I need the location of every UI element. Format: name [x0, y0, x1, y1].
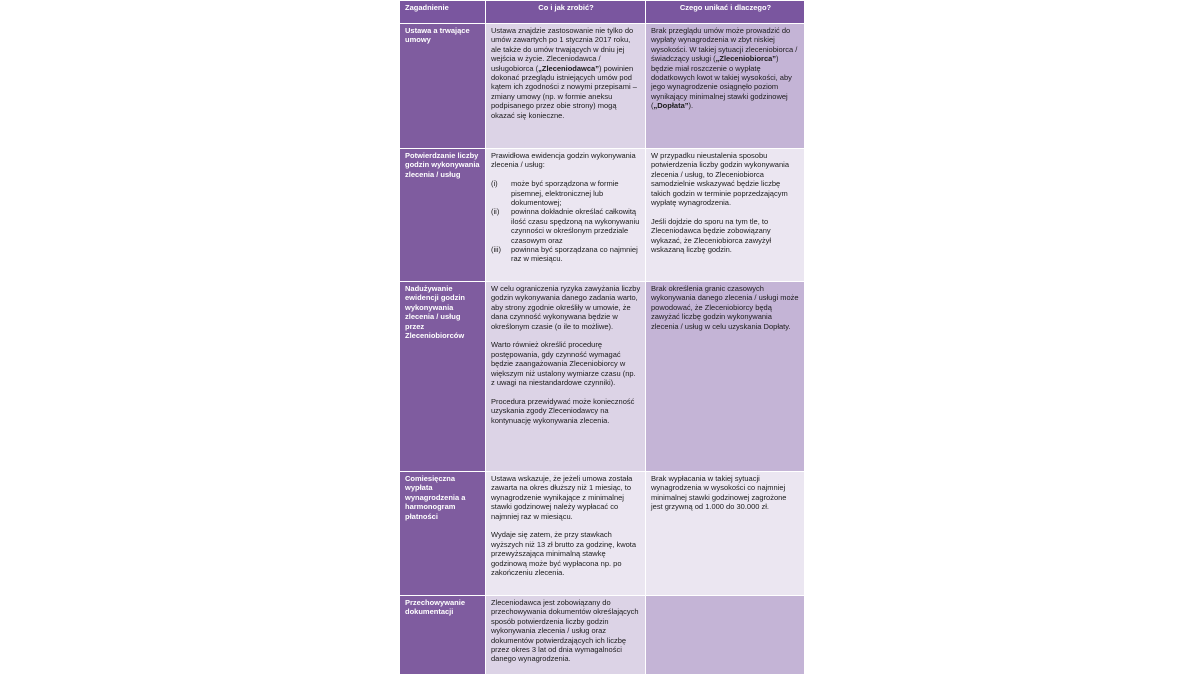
what-paragraph: W celu ograniczenia ryzyka zawyżania liczby godzin wykonywania danego zadania warto, aby strony zgodnie określiły w umowie, że dana czynność wykonywana będzie w określonym czasie (o ile to możliwe). [491, 284, 641, 331]
list-item [491, 179, 641, 207]
topic-cell: Nadużywanie ewidencji godzin wykonywania zlecenia / usług przez Zleceniobiorców [400, 282, 486, 472]
what-cell [486, 149, 646, 282]
table-row [400, 596, 805, 675]
what-paragraph: Ustawa wskazuje, że jeżeli umowa została zawarta na okres dłuższy niż 1 miesiąc, to wynagrodzenie wynikające z minimalnej stawki godzinowej należy wypłacać co najmniej raz w miesiącu. [491, 474, 633, 521]
avoid-cell [646, 472, 805, 596]
avoid-cell-empty [646, 596, 805, 675]
header-row [400, 1, 805, 24]
list-marker: (ii) [491, 207, 500, 217]
text-run: ) będzie miał roszczenie o wypłatę dodatkowych kwot w takiej wysokości, aby jego wynagrodzenie osiągnęło poziom wynikający minimalnej stawki godzinowej ( [651, 54, 792, 111]
what-cell [486, 282, 646, 472]
topic-cell: Comiesięczna wypłata wynagrodzenia a harmonogram płatności [400, 472, 486, 596]
list-text: powinna być sporządzana co najmniej raz w miesiącu. [511, 245, 638, 264]
table-row [400, 149, 805, 282]
header-avoid: Czego unikać i dlaczego? [646, 1, 805, 24]
what-cell [486, 596, 646, 675]
text-run: ) powinien dokonać przeglądu istniejących umów pod kątem ich zgodności z nowymi przepisami – zmiany umowy (np. w formie aneksu podpisanego przez obie strony) mogą okazać się konieczne. [491, 63, 637, 120]
text-run: Ustawa znajdzie zastosowanie nie tylko do umów zawartych po 1 stycznia 2017 roku, ale także do umów trwających w dniu jej wejścia w życie. Zleceniodawca / usługobiorca ( [491, 26, 634, 73]
list-item [491, 207, 641, 245]
what-cell [486, 472, 646, 596]
what-paragraph: Wydaje się zatem, że przy stawkach wyższych niż 13 zł brutto za godzinę, kwota przewyższająca minimalną stawkę godzinową może być wypłacona np. po zakończeniu zlecenia. [491, 530, 637, 578]
what-paragraph: Procedura przewidywać może konieczność uzyskania zgody Zleceniodawcy na kontynuację wykonywania zlecenia. [491, 396, 635, 425]
avoid-cell [646, 282, 805, 472]
table-row [400, 282, 805, 472]
avoid-cell [646, 24, 805, 149]
header-topic: Zagadnienie [400, 1, 486, 24]
what-paragraph: Zleceniodawca jest zobowiązany do przechowywania dokumentów określających sposób potwierdzenia liczby godzin wykonywania zlecenia / usług oraz dokumentów potwierdzających ich liczbę przez okres 3 lat od dnia wymagalności danego wynagrodzenia. [491, 598, 639, 664]
text-run: ). [688, 101, 694, 111]
table-row [400, 24, 805, 149]
topic-cell: Ustawa a trwające umowy [400, 24, 486, 149]
guidance-table [399, 0, 805, 675]
table-row [400, 472, 805, 596]
avoid-cell [646, 149, 805, 282]
avoid-paragraph: W przypadku nieustalenia sposobu potwierdzenia liczby godzin wykonywania zlecenia / usług, to Zleceniobiorca samodzielnie wskazywać będzie liczbę takich godzin w terminie poprzedzającym wypłatę wynagrodzenia. [651, 151, 789, 208]
list-text: powinna dokładnie określać całkowitą ilość czasu spędzoną na wykonywaniu czynności w określonym przedziale czasowym oraz [511, 207, 640, 245]
what-paragraph: Warto również określić procedurę postępowania, gdy czynność wymagać będzie zaangażowania Zleceniobiorcy w większym niż ustalony wymiarze czasu (np. z uwagi na niestandardowe czynniki). [491, 340, 636, 388]
list-marker: (iii) [491, 245, 501, 255]
header-what-how: Co i jak zrobić? [486, 1, 646, 24]
list-item [491, 245, 641, 264]
text-run-bold: „Zleceniobiorca” [715, 54, 777, 64]
avoid-paragraph [651, 26, 800, 111]
avoid-paragraph: Brak wypłacania w takiej sytuacji wynagrodzenia w wysokości co najmniej minimalnej stawki godzinowej zagrożone jest grzywną od 1.000 do 30.000 zł. [651, 474, 787, 512]
topic-cell: Potwierdzanie liczby godzin wykonywania zlecenia / usług [400, 149, 486, 282]
text-run-bold: „Zleceniodawca” [538, 63, 599, 73]
text-run-bold: „Dopłata” [653, 101, 689, 111]
what-intro: Prawidłowa ewidencja godzin wykonywania zlecenia / usług: [491, 151, 636, 170]
what-cell [486, 24, 646, 149]
list-marker: (i) [491, 179, 498, 189]
avoid-paragraph: Brak określenia granic czasowych wykonywania danego zlecenia / usługi może powodować, że Zleceniobiorcy będą zawyżać liczbę godzin wykonywania zlecenia / usług w celu uzyskania Dopłaty. [651, 284, 799, 331]
what-paragraph [491, 26, 641, 120]
text-run: Brak przeglądu umów może prowadzić do wypłaty wynagrodzenia w zbyt niskiej wysokości. W takiej sytuacji zleceniobiorca / świadczący usługi ( [651, 26, 798, 64]
topic-cell: Przechowywanie dokumentacji [400, 596, 486, 675]
list-text: może być sporządzona w formie pisemnej, elektronicznej lub dokumentowej; [511, 179, 619, 208]
avoid-paragraph: Jeśli dojdzie do sporu na tym tle, to Zleceniodawca będzie zobowiązany wykazać, że Zleceniobiorca zawyżył wskazaną liczbę godzin. [651, 216, 772, 255]
